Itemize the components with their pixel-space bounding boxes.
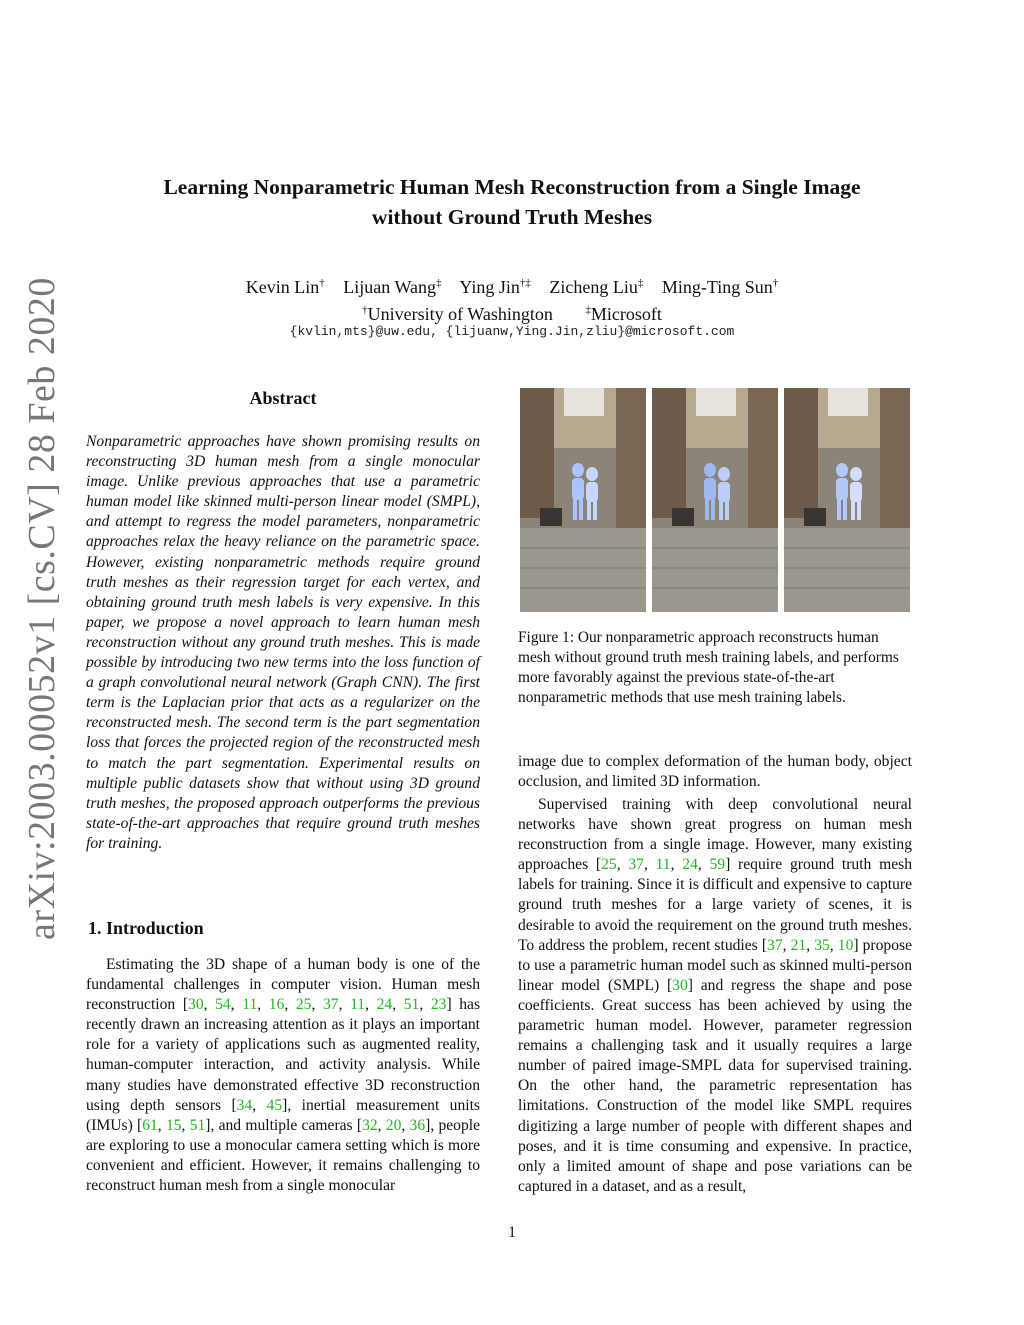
affiliation-list [0,299,1024,326]
citation-link[interactable]: 11 [350,996,366,1014]
text-run: , [401,1116,410,1134]
affiliation: †University of Washington [362,304,553,324]
citation-link[interactable]: 25 [295,996,312,1014]
citation-link[interactable]: 45 [266,1096,283,1114]
text-run: , [252,1096,267,1114]
title-line-2: without Ground Truth Meshes [371,205,653,229]
text-run: , [806,936,815,954]
text-run: , [311,996,323,1014]
citation-link[interactable]: 11 [242,996,258,1014]
author: Lijuan Wang‡ [343,277,442,297]
text-run: , [284,996,296,1014]
figure-panel-1 [520,388,646,612]
text-run: ] has recently drawn an increasing attention as it plays an important role for a variety of applications such as augmented reality, human-computer interaction, and activity analysis. While many studies have demonstrated effective 3D reconstruction using depth sensors [ [86,996,481,1114]
title-line-1: Learning Nonparametric Human Mesh Reconstruction from a Single Image [163,175,861,199]
text-run: , [697,856,710,874]
text-run: , [203,996,216,1014]
citation-link[interactable]: 34 [236,1096,253,1114]
citation-link[interactable]: 37 [628,856,644,874]
author: Ming-Ting Sun† [661,277,779,297]
citation-link[interactable]: 25 [601,856,617,874]
text-run: , [338,996,351,1014]
arxiv-identifier: arXiv:2003.00052v1 [cs.CV] 28 Feb 2020 [21,277,63,940]
text-run: , [616,856,629,874]
citation-link[interactable]: 16 [268,996,285,1014]
text-run: , [829,936,838,954]
citation-link[interactable]: 10 [837,936,854,954]
paper-title [0,172,1024,232]
citation-link[interactable]: 35 [814,936,830,954]
citation-link[interactable]: 37 [767,936,783,954]
citation-link[interactable]: 37 [322,996,339,1014]
text-run: ] propose to use a parametric human model such as skinned multi-person linear model (SMPL) [ [518,936,913,994]
citation-link[interactable]: 23 [430,996,447,1014]
citation-link[interactable]: 30 [672,976,688,994]
figure-1-image [520,388,910,612]
introduction-paragraph [86,955,480,1196]
text-run: , [392,996,404,1014]
citation-link[interactable]: 32 [362,1116,378,1134]
intro-continued-paragraph: image due to complex deformation of the human body, object occlusion, and limited 3D information. [518,753,912,791]
text-run: , [230,996,243,1014]
text-run: , [643,856,656,874]
text-run: , [257,996,269,1014]
citation-link[interactable]: 24 [376,996,393,1014]
text-run: ], inertial measurement units (IMUs) [ [86,1096,480,1134]
citation-link[interactable]: 54 [215,996,231,1014]
citation-link[interactable]: 51 [189,1116,206,1134]
page-number: 1 [508,1224,516,1241]
citation-link[interactable]: 36 [409,1116,426,1134]
text-run: Supervised training with deep convolutional neural networks have shown great progress on human mesh reconstruction from a single image. However, many existing approaches [ [518,796,912,874]
text-run: ], people are exploring to use a monocular camera setting which is more convenient and efficient. However, it remains challenging to reconstruct human mesh from a single monocular [86,1116,481,1195]
author: Kevin Lin† [245,277,325,297]
citation-link[interactable]: 51 [403,996,420,1014]
text-run: ] and regress the shape and pose coefficients. Great success has been achieved by using the parametric human model. However, parameter regression remains a challenging task and it usually requires a large number of paired image-SMPL data for supervised training. On the other hand, the parametric representation has limitations. Construction of the model like SMPL requires digitizing a large number of people with different shapes and poses, and it is time consuming and expensive. In practice, only a limited amount of shape and pose variations can be captured in a dataset, and as a result, [518,976,912,1195]
affiliation: ‡Microsoft [585,304,662,324]
abstract-heading: Abstract [249,388,317,408]
text-run: , [365,996,377,1014]
author: Ying Jin†‡ [459,277,531,297]
citation-link[interactable]: 61 [142,1116,158,1134]
text-run: ] require ground truth mesh labels for training. Since it is difficult and expensive to capture ground truth meshes for a large variety of scenes, it is desirable to avoid the requirement on the ground truth meshes. To address the problem, recent studies [ [518,856,913,954]
citation-link[interactable]: 30 [188,996,204,1014]
text-run: , [782,936,791,954]
text-run: Estimating the 3D shape of a human body is one of the fundamental challenges in computer vision. Human mesh reconstruction [ [86,956,480,1014]
text-run: ], and multiple cameras [ [205,1116,363,1134]
figure-panel-2 [652,388,778,612]
citation-link[interactable]: 20 [385,1116,402,1134]
text-run: , [181,1116,190,1134]
citation-link[interactable]: 59 [709,856,726,874]
citation-link[interactable]: 21 [790,936,807,954]
author-list [0,272,1024,299]
citation-link[interactable]: 11 [655,856,671,874]
text-run: , [670,856,683,874]
figure-1-caption: Figure 1: Our nonparametric approach reconstructs human mesh without ground truth mesh training labels, and performs more favorably against the previous state-of-the-art nonparametric methods that use mesh training labels. [518,629,899,707]
introduction-heading: 1. Introduction [88,918,204,938]
abstract-text: Nonparametric approaches have shown promising results on reconstructing 3D human mesh from a single monocular image. Unlike previous approaches that use a parametric human model like skinned multi-person linear model (SMPL), and attempt to regress the model parameters, nonparametric approaches relax the heavy reliance on the parametric space. However, existing nonparametric methods require ground truth meshes as their regression target for each vertex, and obtaining ground truth mesh labels is very expensive. In this paper, we propose a novel approach to learn human mesh reconstruction without any ground truth meshes. This is made possible by introducing two new terms into the loss function of a graph convolutional neural network (Graph CNN). The first term is the Laplacian prior that acts as a regularizer on the reconstructed mesh. The second term is the part segmentation loss that forces the projected region of the reconstructed mesh to match the part segmentation. Experimental results on multiple public datasets show that without using 3D ground truth meshes, the proposed approach outperforms the previous state-of-the-art approaches that require ground truth meshes for training. [86,433,480,852]
citation-link[interactable]: 15 [165,1116,182,1134]
text-run: , [157,1116,166,1134]
author: Zicheng Liu‡ [549,277,644,297]
text-run: , [377,1116,386,1134]
author-emails: {kvlin,mts}@uw.edu, {lijuanw,Ying.Jin,zliu}@microsoft.com [289,324,735,339]
figure-panel-3 [784,388,910,612]
text-run: , [419,996,431,1014]
supervised-training-paragraph [518,795,912,1197]
author-block [0,272,1024,326]
citation-link[interactable]: 24 [682,856,698,874]
